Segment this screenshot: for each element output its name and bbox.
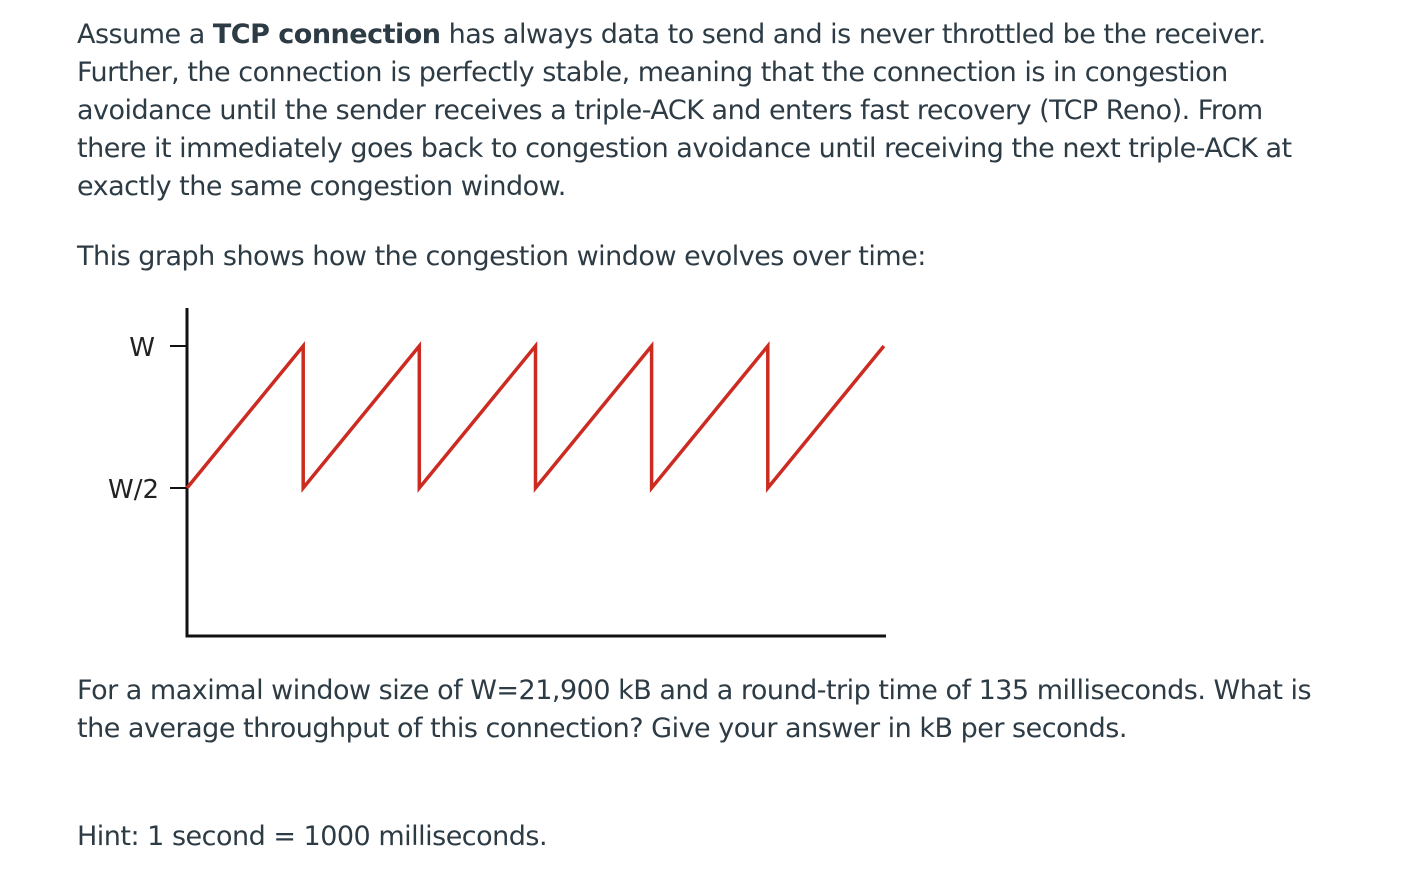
question-hint: Hint: 1 second = 1000 milliseconds. xyxy=(77,821,548,852)
intro-bold-term: TCP connection xyxy=(212,19,441,50)
question-prompt: For a maximal window size of W=21,900 kB and a round-trip time of 135 milliseconds. What is the average throughput of this connection? Give your answer in kB per seconds. xyxy=(77,675,1312,744)
intro-text-1: Assume a xyxy=(77,19,213,50)
graph-caption: This graph shows how the congestion window evolves over time: xyxy=(77,241,926,272)
y-tick-label-w-half: W/2 xyxy=(107,475,159,505)
question-intro xyxy=(77,16,1337,206)
y-tick-label-w: W xyxy=(129,333,155,363)
congestion-window-line xyxy=(187,346,884,488)
intro-text-2: has always data to send and is never throttled be the receiver. Further, the connection is perfectly stable, meaning that the connection is in congestion avoidance until the sender receives a triple-ACK and enters fast recovery (TCP Reno). From there it immediately goes back to congestion avoidance until receiving the next triple-ACK at exactly the same congestion window. xyxy=(77,19,1292,202)
congestion-window-chart xyxy=(0,300,900,645)
